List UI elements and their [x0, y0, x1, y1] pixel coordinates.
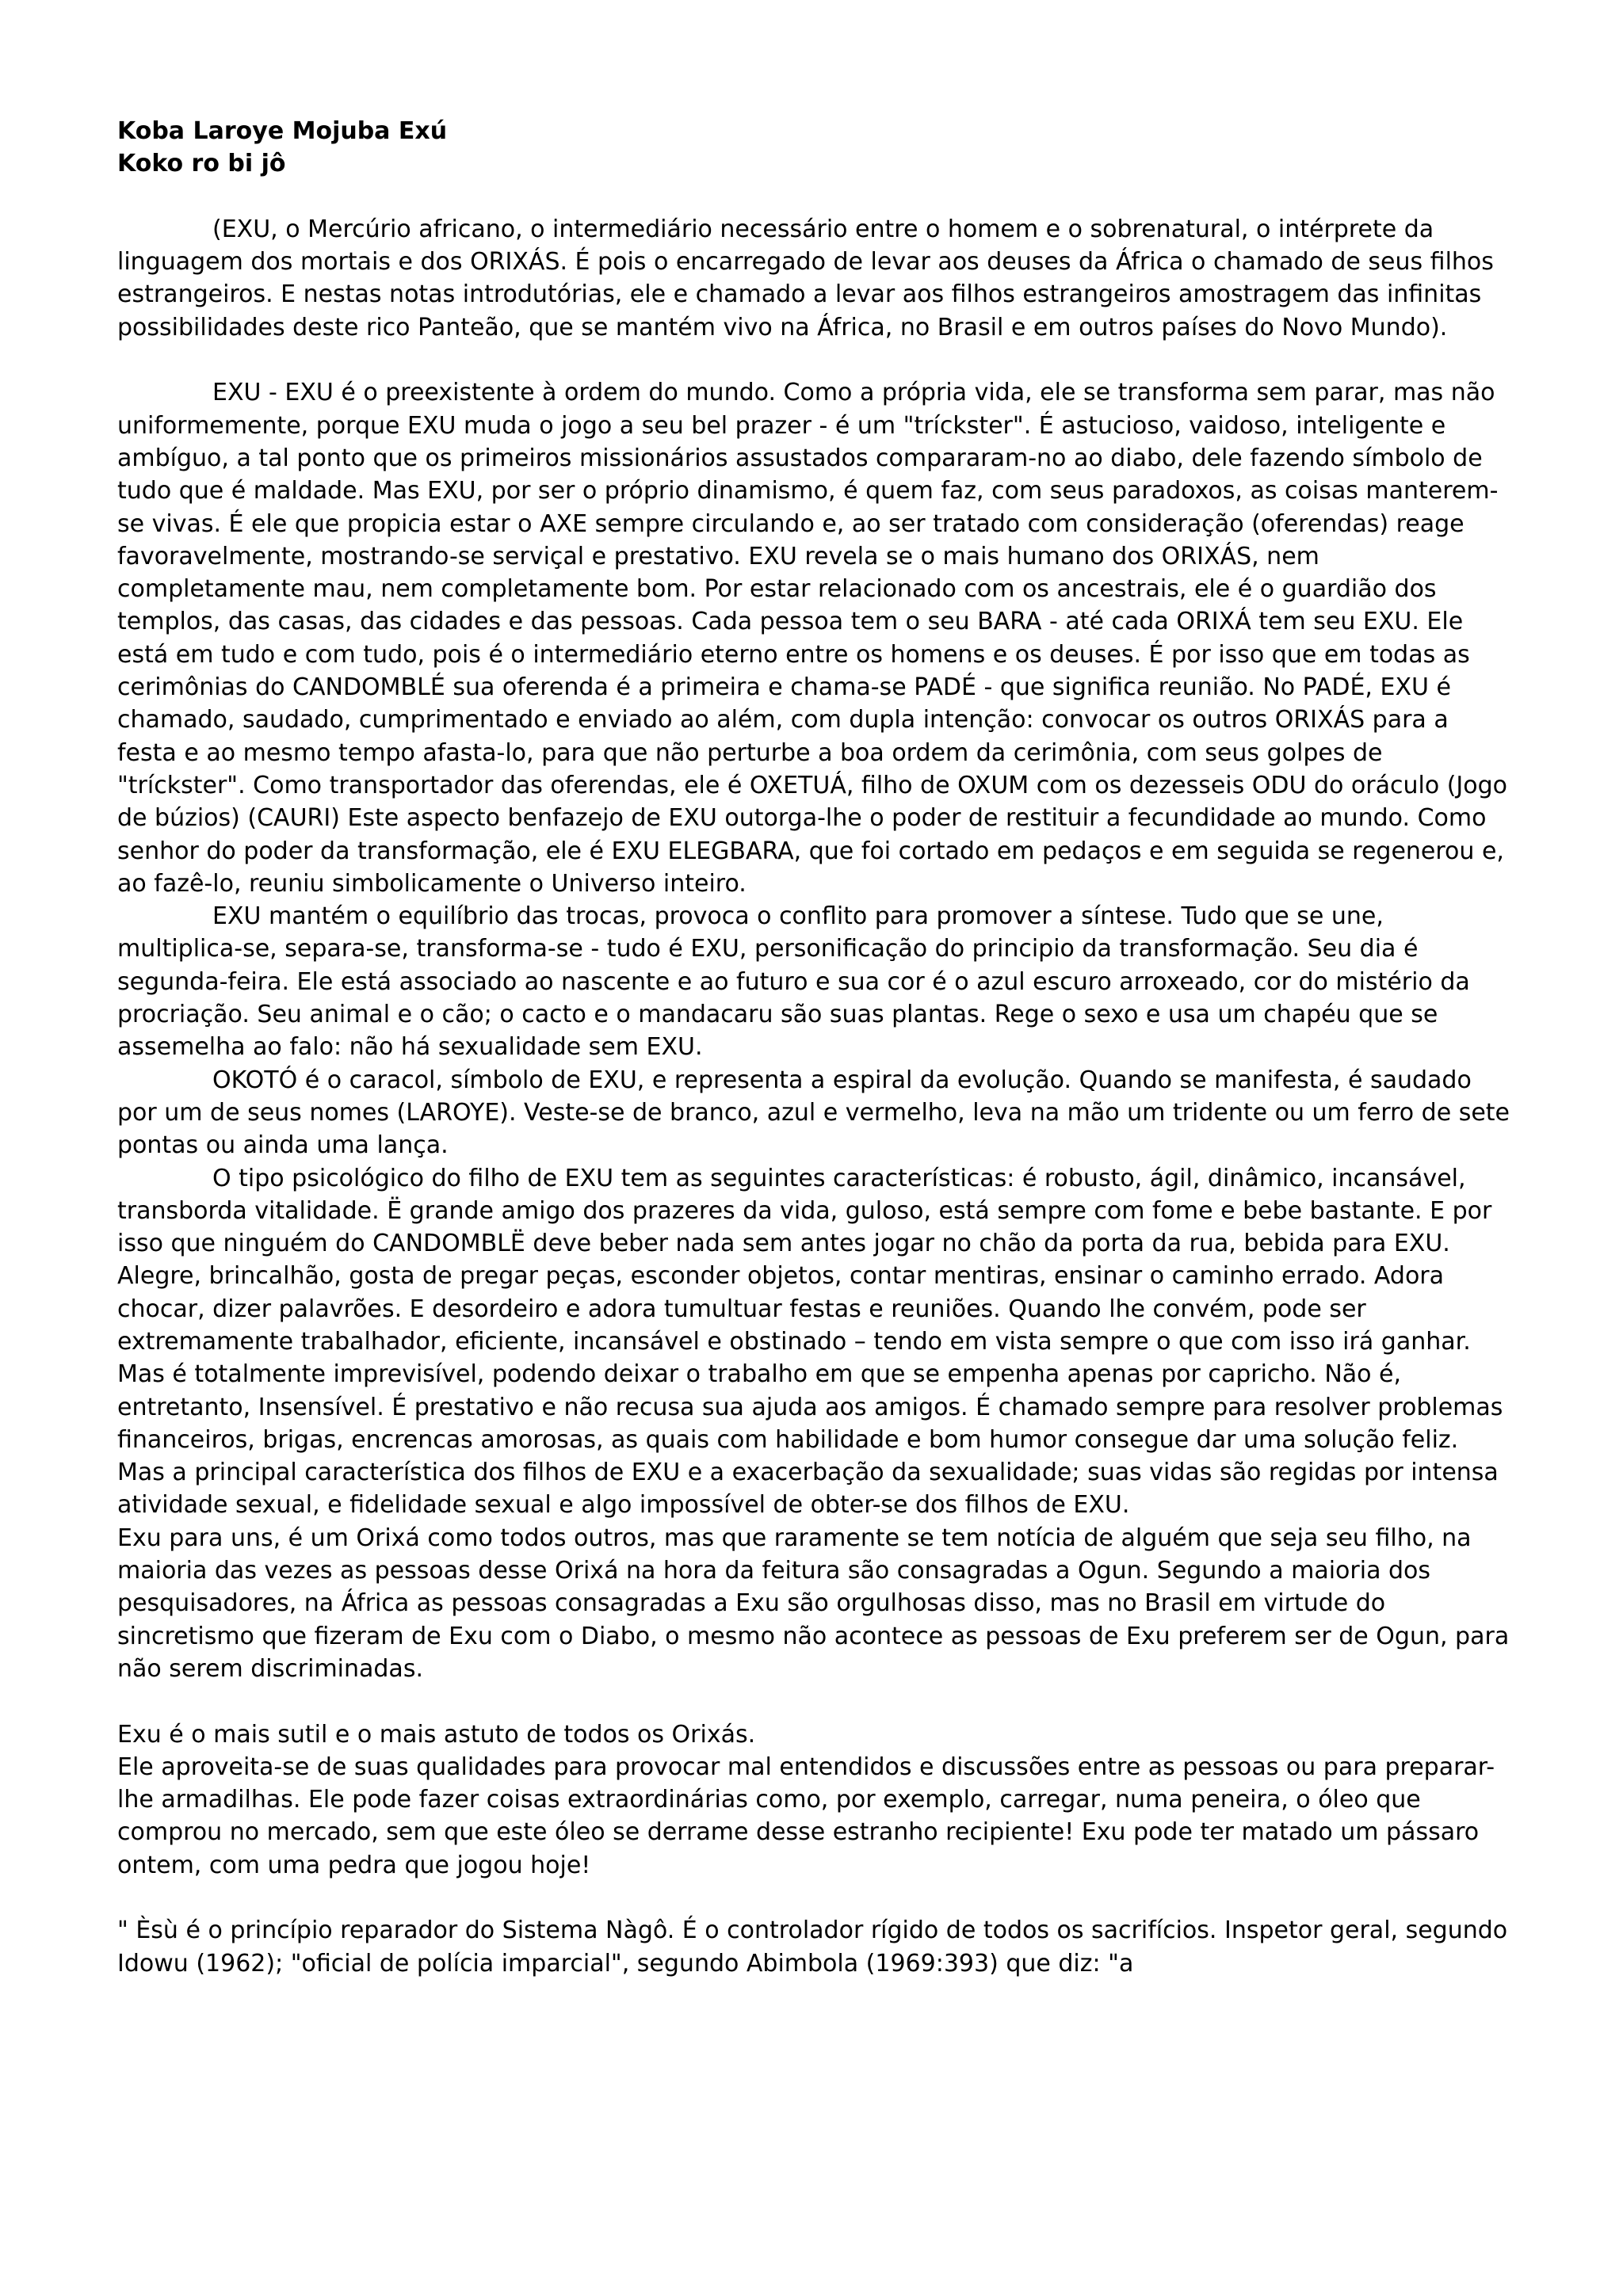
paragraph-most-subtle: Exu é o mais sutil e o mais astuto de todos os Orixás.: [117, 1720, 756, 1749]
spacer: [117, 344, 1512, 376]
paragraph-esu-quote: " Èsù é o princípio reparador do Sistema Nàgô. É o controlador rígido de todos os sacrifícios. Inspetor geral, segundo Idowu (1962); "oficial de polícia imparcial", segundo Abimbola (1969:393) que diz: "a: [117, 1917, 1508, 1978]
paragraph-tricks: Ele aproveita-se de suas qualidades para provocar mal entendidos e discussões entre as pessoas ou para preparar-lhe armadilhas. Ele pode fazer coisas extraordinárias como, por exemplo, carregar, numa peneira, o óleo que comprou no mercado, sem que este óleo se derrame desse estranho recipiente! Exu pode ter matado um pássaro ontem, com uma pedra que jogou hoje!: [117, 1753, 1495, 1879]
paragraph-okoto: OKOTÓ é o caracol, símbolo de EXU, e representa a espiral da evolução. Quando se manifesta, é saudado por um de seus nomes (LAROYE). Veste-se de branco, azul e vermelho, leva na mão um tridente ou um ferro de sete pontas ou ainda uma lança.: [117, 1066, 1510, 1160]
spacer: [117, 1882, 1512, 1914]
document-page: [117, 115, 1512, 1980]
paragraph-exu-balance: EXU mantém o equilíbrio das trocas, provoca o conflito para promover a síntese. Tudo que se une, multiplica-se, separa-se, transforma-se - tudo é EXU, personificação do principio da transformação. Seu dia é segunda-feira. Ele está associado ao nascente e ao futuro e sua cor é o azul escuro arroxeado, cor do mistério da procriação. Seu animal e o cão; o cacto e o mandacaru são suas plantas. Rege o sexo e usa um chapéu que se assemelha ao falo: não há sexualidade sem EXU.: [117, 902, 1470, 1062]
spacer: [117, 1685, 1512, 1718]
document-title: Koba Laroye Mojuba Exú: [117, 117, 448, 145]
paragraph-psychological-type: O tipo psicológico do filho de EXU tem as seguintes características: é robusto, ágil, dinâmico, incansável, transborda vitalidade. Ë grande amigo dos prazeres da vida, guloso, está sempre com fome e bebe bastante. E por isso que ninguém do CANDOMBLË deve beber nada sem antes jogar no chão da porta da rua, bebida para EXU. Alegre, brincalhão, gosta de pregar peças, esconder objetos, contar mentiras, ensinar o caminho errado. Adora chocar, dizer palavrões. E desordeiro e adora tumultuar festas e reuniões. Quando lhe convém, pode ser extremamente trabalhador, eficiente, incansável e obstinado – tendo em vista sempre o que com isso irá ganhar. Mas é totalmente imprevisível, podendo deixar o trabalho em que se empenha apenas por capricho. Não é, entretanto, Insensível. É prestativo e não recusa sua ajuda aos amigos. É chamado sempre para resolver problemas financeiros, brigas, encrencas amorosas, as quais com habilidade e bom humor consegue dar uma solução feliz. Mas a principal característica dos filhos de EXU e a exacerbação da sexualidade; suas vidas são regidas por intensa atividade sexual, e fidelidade sexual e algo impossível de obter-se dos filhos de EXU.: [117, 1164, 1503, 1520]
spacer: [117, 181, 1512, 213]
paragraph-exu-description: EXU - EXU é o preexistente à ordem do mundo. Como a própria vida, ele se transforma sem parar, mas não uniformemente, porque EXU muda o jogo a seu bel prazer - é um "tríckster". É astucioso, vaidoso, inteligente e ambíguo, a tal ponto que os primeiros missionários assustados compararam-no ao diabo, dele fazendo símbolo de tudo que é maldade. Mas EXU, por ser o próprio dinamismo, é quem faz, com seus paradoxos, as coisas manterem-se vivas. É ele que propicia estar o AXE sempre circulando e, ao ser tratado com consideração (oferendas) reage favoravelmente, mostrando-se serviçal e prestativo. EXU revela se o mais humano dos ORIXÁS, nem completamente mau, nem completamente bom. Por estar relacionado com os ancestrais, ele é o guardião dos templos, das casas, das cidades e das pessoas. Cada pessoa tem o seu BARA - até cada ORIXÁ tem seu EXU. Ele está em tudo e com tudo, pois é o intermediário eterno entre os homens e os deuses. É por isso que em todas as cerimônias do CANDOMBLÉ sua oferenda é a primeira e chama-se PADÉ - que significa reunião. No PADÉ, EXU é chamado, saudado, cumprimentado e enviado ao além, com dupla intenção: convocar os outros ORIXÁS para a festa e ao mesmo tempo afasta-lo, para que não perturbe a boa ordem da cerimônia, com seus golpes de "tríckster". Como transportador das oferendas, ele é OXETUÁ, filho de OXUM com os dezesseis ODU do oráculo (Jogo de búzios) (CAURI) Este aspecto benfazejo de EXU outorga-lhe o poder de restituir a fecundidade ao mundo. Como senhor do poder da transformação, ele é EXU ELEGBARA, que foi cortado em pedaços e em seguida se regenerou e, ao fazê-lo, reuniu simbolicamente o Universo inteiro.: [117, 379, 1508, 898]
paragraph-intro: (EXU, o Mercúrio africano, o intermediário necessário entre o homem e o sobrenatural, o intérprete da linguagem dos mortais e dos ORIXÁS. É pois o encarregado de levar aos deuses da África o chamado de seus filhos estrangeiros. E nestas notas introdutórias, ele e chamado a levar aos filhos estrangeiros amostragem das infinitas possibilidades deste rico Panteão, que se mantém vivo na África, no Brasil e em outros países do Novo Mundo).: [117, 215, 1494, 341]
document-subtitle: Koko ro bi jô: [117, 150, 286, 178]
paragraph-exu-for-some: Exu para uns, é um Orixá como todos outros, mas que raramente se tem notícia de alguém que seja seu filho, na maioria das vezes as pessoas desse Orixá na hora da feitura são consagradas a Ogun. Segundo a maioria dos pesquisadores, na África as pessoas consagradas a Exu são orgulhosas disso, mas no Brasil em virtude do sincretismo que fizeram de Exu com o Diabo, o mesmo não acontece as pessoas de Exu preferem ser de Ogun, para não serem discriminadas.: [117, 1524, 1510, 1683]
